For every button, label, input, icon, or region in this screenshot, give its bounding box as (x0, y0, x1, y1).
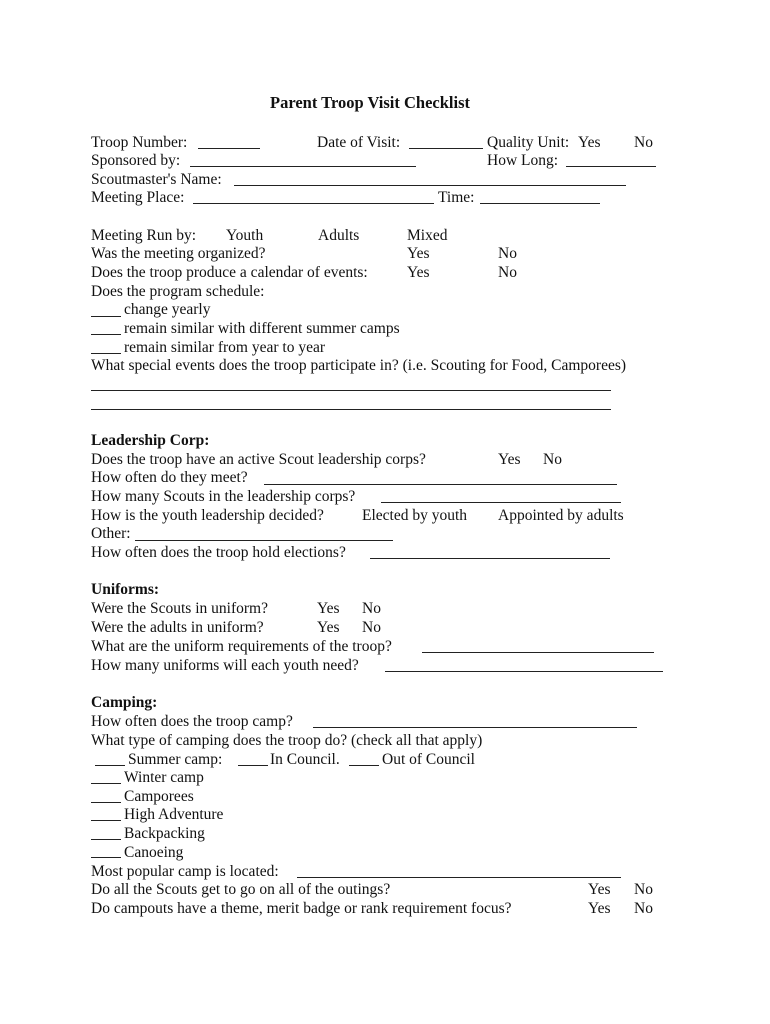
elections-field[interactable] (370, 558, 610, 559)
special-events-field[interactable] (91, 390, 611, 391)
organized-no[interactable]: No (498, 245, 517, 262)
outings-question: Do all the Scouts get to go on all of the outings? (91, 881, 391, 898)
leadership-active-question: Does the troop have an active Scout leadership corps? (91, 451, 426, 468)
sponsored-by-label: Sponsored by: (91, 152, 181, 169)
campout-theme-no[interactable]: No (634, 900, 653, 917)
scoutmaster-label: Scoutmaster's Name: (91, 171, 222, 188)
meeting-organized-question: Was the meeting organized? (91, 245, 266, 262)
how-long-field[interactable] (566, 166, 656, 167)
popular-camp-question: Most popular camp is located: (91, 863, 279, 880)
sponsored-by-field[interactable] (190, 166, 416, 167)
leadership-count-question: How many Scouts in the leadership corps? (91, 488, 356, 505)
campout-theme-question: Do campouts have a theme, merit badge or rank requirement focus? (91, 900, 512, 917)
leadership-count-field[interactable] (381, 502, 621, 503)
camp-frequency-field[interactable] (313, 727, 637, 728)
date-of-visit-label: Date of Visit: (317, 134, 401, 151)
leadership-yes[interactable]: Yes (498, 451, 521, 468)
in-council-label: In Council. (270, 751, 340, 768)
leadership-other-label: Other: (91, 525, 131, 542)
out-of-council-check[interactable] (349, 765, 379, 766)
outings-no[interactable]: No (634, 881, 653, 898)
calendar-yes[interactable]: Yes (407, 264, 430, 281)
camping-type-check[interactable] (91, 820, 121, 821)
camping-type-option: Camporees (124, 788, 194, 805)
troop-number-field[interactable] (198, 148, 260, 149)
schedule-check-blank[interactable] (91, 316, 121, 317)
appointed-by-adults-option[interactable]: Appointed by adults (498, 507, 624, 524)
schedule-check-blank[interactable] (91, 353, 121, 354)
calendar-no[interactable]: No (498, 264, 517, 281)
in-council-check[interactable] (238, 765, 268, 766)
camp-frequency-question: How often does the troop camp? (91, 713, 293, 730)
how-long-label: How Long: (487, 152, 559, 169)
quality-unit-no[interactable]: No (634, 134, 653, 151)
campout-theme-yes[interactable]: Yes (588, 900, 611, 917)
leadership-no[interactable]: No (543, 451, 562, 468)
run-by-mixed[interactable]: Mixed (407, 227, 448, 244)
adults-uniform-question: Were the adults in uniform? (91, 619, 264, 636)
run-by-youth[interactable]: Youth (226, 227, 264, 244)
camping-type-option: High Adventure (124, 806, 224, 823)
special-events-question: What special events does the troop participate in? (i.e. Scouting for Food, Camporees) (91, 357, 627, 374)
out-of-council-label: Out of Council (382, 751, 475, 768)
camping-type-question: What type of camping does the troop do? (check all that apply) (91, 732, 483, 749)
uniforms-heading: Uniforms: (91, 581, 160, 598)
quality-unit-yes[interactable]: Yes (578, 134, 601, 151)
troop-number-label: Troop Number: (91, 134, 188, 151)
run-by-adults[interactable]: Adults (318, 227, 360, 244)
camping-type-check[interactable] (91, 802, 121, 803)
scouts-uniform-yes[interactable]: Yes (317, 600, 340, 617)
uniform-count-question: How many uniforms will each youth need? (91, 657, 359, 674)
leadership-meet-field[interactable] (264, 484, 617, 485)
summer-camp-label: Summer camp: (128, 751, 223, 768)
meeting-run-by-label: Meeting Run by: (91, 227, 197, 244)
elections-question: How often does the troop hold elections? (91, 544, 346, 561)
leadership-decided-question: How is the youth leadership decided? (91, 507, 324, 524)
elected-by-youth-option[interactable]: Elected by youth (362, 507, 468, 524)
page-title: Parent Troop Visit Checklist (270, 93, 470, 112)
camping-type-option: Winter camp (124, 769, 204, 786)
uniform-requirements-question: What are the uniform requirements of the troop? (91, 638, 392, 655)
outings-yes[interactable]: Yes (588, 881, 611, 898)
popular-camp-field[interactable] (297, 877, 621, 878)
camping-type-option: Canoeing (124, 844, 184, 861)
camping-type-check[interactable] (91, 857, 121, 858)
schedule-question: Does the program schedule: (91, 283, 265, 300)
quality-unit-label: Quality Unit: (487, 134, 570, 151)
uniform-requirements-field[interactable] (422, 652, 654, 653)
camping-type-option: Backpacking (124, 825, 205, 842)
scouts-uniform-question: Were the Scouts in uniform? (91, 600, 268, 617)
leadership-meet-question: How often do they meet? (91, 469, 248, 486)
camping-type-check[interactable] (91, 783, 121, 784)
summer-camp-check[interactable] (95, 765, 125, 766)
camping-type-check[interactable] (91, 839, 121, 840)
leadership-other-field[interactable] (135, 540, 393, 541)
scouts-uniform-no[interactable]: No (362, 600, 381, 617)
leadership-heading: Leadership Corp: (91, 432, 210, 449)
schedule-option: remain similar from year to year (124, 339, 325, 356)
schedule-option: remain similar with different summer camps (124, 320, 400, 337)
schedule-option: change yearly (124, 301, 211, 318)
organized-yes[interactable]: Yes (407, 245, 430, 262)
adults-uniform-no[interactable]: No (362, 619, 381, 636)
date-of-visit-field[interactable] (409, 148, 483, 149)
adults-uniform-yes[interactable]: Yes (317, 619, 340, 636)
schedule-check-blank[interactable] (91, 334, 121, 335)
time-field[interactable] (480, 203, 600, 204)
time-label: Time: (438, 189, 475, 206)
calendar-question: Does the troop produce a calendar of events: (91, 264, 368, 281)
uniform-count-field[interactable] (385, 671, 663, 672)
scoutmaster-field[interactable] (234, 185, 626, 186)
meeting-place-field[interactable] (193, 203, 434, 204)
camping-heading: Camping: (91, 694, 158, 711)
special-events-field[interactable] (91, 409, 611, 410)
meeting-place-label: Meeting Place: (91, 189, 185, 206)
